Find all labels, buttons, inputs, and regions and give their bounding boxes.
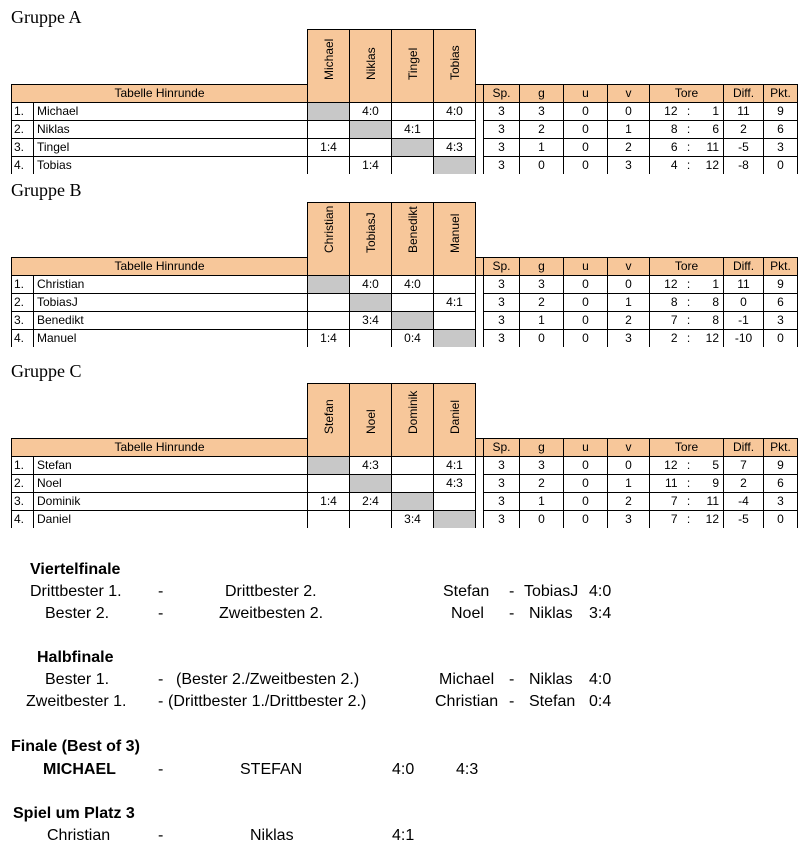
won-cell: 0 (520, 329, 564, 347)
finale-score1: 4:0 (392, 761, 415, 778)
stat-header: g (520, 438, 564, 456)
goals-sep: : (680, 138, 698, 156)
diff-cell: 2 (724, 474, 764, 492)
player-col-label: Michael (321, 38, 336, 80)
goals-for-cell: 8 (650, 293, 680, 311)
player-name: Daniel (34, 510, 308, 528)
result-cell: 4:0 (392, 275, 434, 293)
halbfinale-title: Halbfinale (37, 649, 114, 666)
group-a-table (11, 29, 798, 174)
finale-title: Finale (Best of 3) (11, 738, 140, 755)
player-col-label: Dominik (405, 390, 420, 434)
draw-cell: 0 (564, 311, 608, 329)
player-name: Benedikt (34, 311, 308, 329)
player-col-header (308, 384, 350, 439)
points-cell: 9 (764, 275, 798, 293)
result-cell (308, 102, 350, 120)
played-cell: 3 (484, 311, 520, 329)
rank-cell: 2. (12, 293, 34, 311)
draw-cell: 0 (564, 456, 608, 474)
hf1-dash: - (158, 671, 164, 688)
goals-sep: : (680, 120, 698, 138)
player-col-header (392, 203, 434, 258)
player-name: Michael (34, 102, 308, 120)
stat-header: u (564, 438, 608, 456)
goals-for-cell: 8 (650, 120, 680, 138)
result-cell: 4:0 (434, 102, 476, 120)
lost-cell: 0 (608, 102, 650, 120)
group-b-title: Gruppe B (11, 180, 82, 200)
result-cell (308, 293, 350, 311)
result-cell (308, 510, 350, 528)
result-cell (308, 456, 350, 474)
stat-header: v (608, 257, 650, 275)
goals-against-cell: 9 (698, 474, 724, 492)
diff-cell: -1 (724, 311, 764, 329)
vf1-right: Drittbester 2. (225, 583, 317, 600)
player-name: Tingel (34, 138, 308, 156)
rank-cell: 2. (12, 120, 34, 138)
goals-sep: : (680, 275, 698, 293)
draw-cell: 0 (564, 492, 608, 510)
hf1-p1: Michael (439, 671, 495, 688)
vf1-score: 4:0 (589, 583, 612, 600)
finale-score2: 4:3 (456, 761, 479, 778)
result-cell: 3:4 (392, 510, 434, 528)
lost-cell: 0 (608, 275, 650, 293)
finale-dash: - (158, 761, 164, 778)
won-cell: 0 (520, 156, 564, 174)
stat-header: v (608, 84, 650, 102)
result-cell (308, 156, 350, 174)
vf2-left: Bester 2. (45, 605, 110, 622)
player-col-header (434, 30, 476, 85)
played-cell: 3 (484, 329, 520, 347)
goals-against-cell: 12 (698, 510, 724, 528)
result-cell (308, 311, 350, 329)
platz3-title: Spiel um Platz 3 (13, 805, 135, 822)
hf1-left: Bester 1. (45, 671, 110, 688)
won-cell: 2 (520, 120, 564, 138)
goals-for-cell: 7 (670, 511, 678, 526)
result-cell (434, 156, 476, 174)
lost-cell: 1 (608, 120, 650, 138)
goals-for-cell: 7 (650, 492, 680, 510)
platz3-p1: Christian (47, 827, 111, 844)
won-cell: 1 (520, 311, 564, 329)
player-name: TobiasJ (34, 293, 308, 311)
finale-p1: MICHAEL (43, 761, 116, 778)
stat-header: Tore (650, 257, 724, 275)
player-name: Dominik (34, 492, 308, 510)
player-col-label: Manuel (447, 213, 462, 253)
hf2-dash2: - (509, 693, 515, 710)
played-cell: 3 (484, 293, 520, 311)
goals-sep: : (686, 511, 691, 526)
points-cell: 3 (764, 311, 798, 329)
result-cell (308, 275, 350, 293)
player-col-label: Tingel (405, 47, 420, 80)
diff-cell: 0 (724, 293, 764, 311)
table-row (12, 510, 798, 528)
goals-against-cell: 11 (698, 492, 724, 510)
hf1-dash2: - (509, 671, 515, 688)
stat-header: Diff. (724, 438, 764, 456)
result-cell: 4:3 (350, 456, 392, 474)
rank-cell: 4. (12, 329, 34, 347)
draw-cell: 0 (564, 329, 608, 347)
player-col-header (392, 384, 434, 439)
played-cell: 3 (484, 474, 520, 492)
stat-header: Diff. (724, 84, 764, 102)
goals-sep: : (680, 311, 698, 329)
hf2-score: 0:4 (589, 693, 612, 710)
vf1-dash: - (158, 583, 164, 600)
vf2-dash2: - (509, 605, 515, 622)
points-cell: 3 (764, 138, 798, 156)
hf2-left: Zweitbester 1. (26, 693, 127, 710)
lost-cell: 1 (608, 474, 650, 492)
draw-cell: 0 (564, 156, 608, 174)
player-name: Noel (34, 474, 308, 492)
group-c-table (11, 383, 798, 528)
rank-cell: 2. (12, 474, 34, 492)
player-col-label: Daniel (447, 399, 462, 434)
player-col-header (308, 30, 350, 85)
diff-cell: -4 (724, 492, 764, 510)
player-name: Tobias (34, 156, 308, 174)
table-label: Tabelle Hinrunde (12, 438, 308, 456)
goals-for-cell: 11 (650, 474, 680, 492)
points-cell: 6 (764, 293, 798, 311)
result-cell: 4:1 (434, 293, 476, 311)
diff-cell: -8 (724, 156, 764, 174)
goals-for-cell: 12 (650, 275, 680, 293)
played-cell: 3 (484, 492, 520, 510)
diff-cell: -5 (724, 510, 764, 528)
table-row (12, 102, 798, 120)
goals-for-cell: 2 (670, 330, 678, 345)
rank-cell: 4. (12, 156, 34, 174)
rank-cell: 4. (12, 510, 34, 528)
stat-header: Tore (650, 438, 724, 456)
table-row (12, 120, 798, 138)
player-col-label: Stefan (321, 399, 336, 434)
hf2-right: (Drittbester 1./Drittbester 2.) (168, 693, 367, 710)
played-cell: 3 (484, 102, 520, 120)
goals-against-cell: 6 (698, 120, 724, 138)
table-row (12, 275, 798, 293)
vf2-dash: - (158, 605, 164, 622)
lost-cell: 2 (608, 311, 650, 329)
diff-cell: -10 (724, 329, 764, 347)
goals-sep: : (686, 330, 691, 345)
result-cell: 0:4 (392, 329, 434, 347)
played-cell: 3 (484, 120, 520, 138)
result-cell (392, 492, 434, 510)
result-cell (434, 492, 476, 510)
player-name: Niklas (34, 120, 308, 138)
result-cell (434, 510, 476, 528)
table-row (12, 456, 798, 474)
diff-cell: -5 (724, 138, 764, 156)
draw-cell: 0 (564, 120, 608, 138)
goals-sep: : (680, 492, 698, 510)
rank-cell: 3. (12, 138, 34, 156)
lost-cell: 2 (608, 138, 650, 156)
lost-cell: 3 (608, 329, 650, 347)
stat-header: g (520, 257, 564, 275)
rank-cell: 1. (12, 102, 34, 120)
player-col-header (350, 384, 392, 439)
rank-cell: 3. (12, 492, 34, 510)
won-cell: 3 (520, 456, 564, 474)
hf1-score: 4:0 (589, 671, 612, 688)
goals-against-cell: 11 (698, 138, 724, 156)
lost-cell: 1 (608, 293, 650, 311)
result-cell: 2:4 (350, 492, 392, 510)
goals-against-cell: 8 (698, 311, 724, 329)
vf1-dash2: - (509, 583, 515, 600)
vf1-p2: TobiasJ (524, 583, 579, 600)
goals-sep: : (680, 102, 698, 120)
lost-cell: 3 (608, 510, 650, 528)
won-cell: 3 (520, 275, 564, 293)
result-cell (434, 311, 476, 329)
stat-header: Pkt. (764, 257, 798, 275)
diff-cell: 2 (724, 120, 764, 138)
result-cell (434, 120, 476, 138)
diff-cell: 11 (724, 275, 764, 293)
result-cell: 4:1 (392, 120, 434, 138)
result-cell (392, 311, 434, 329)
result-cell: 1:4 (308, 329, 350, 347)
stat-header: Diff. (724, 257, 764, 275)
player-name: Christian (34, 275, 308, 293)
stat-header: u (564, 257, 608, 275)
vf2-p2: Niklas (529, 605, 573, 622)
result-cell (350, 510, 392, 528)
hf1-p2: Niklas (529, 671, 573, 688)
player-col-label: Noel (363, 409, 378, 434)
played-cell: 3 (484, 510, 520, 528)
result-cell: 4:3 (434, 138, 476, 156)
diff-cell: 11 (724, 102, 764, 120)
played-cell: 3 (484, 275, 520, 293)
goals-for-cell: 12 (650, 456, 680, 474)
result-cell: 1:4 (308, 138, 350, 156)
vf1-p1: Stefan (443, 583, 490, 600)
goals-against-cell: 5 (698, 456, 724, 474)
played-cell: 3 (484, 156, 520, 174)
goals-against-cell: 12 (698, 156, 724, 174)
platz3-score: 4:1 (392, 827, 415, 844)
result-cell (350, 293, 392, 311)
points-cell: 0 (764, 156, 798, 174)
result-cell (434, 275, 476, 293)
table-row (12, 138, 798, 156)
player-name: Manuel (34, 329, 308, 347)
points-cell: 6 (764, 120, 798, 138)
goals-for-cell: 12 (650, 102, 680, 120)
stat-header: g (520, 84, 564, 102)
hf1-right: (Bester 2./Zweitbesten 2.) (176, 671, 360, 688)
goals-against-cell: 1 (698, 275, 724, 293)
group-c-title: Gruppe C (11, 361, 82, 381)
result-cell: 1:4 (308, 492, 350, 510)
result-cell (392, 474, 434, 492)
points-cell: 0 (764, 510, 798, 528)
viertelfinale-title: Viertelfinale (30, 561, 121, 578)
points-cell: 9 (764, 456, 798, 474)
played-cell: 3 (484, 456, 520, 474)
player-col-label: Niklas (363, 47, 378, 80)
hf2-p1: Christian (435, 693, 499, 710)
goals-sep: : (680, 456, 698, 474)
goals-against-cell: 12 (698, 329, 724, 347)
goals-for-cell: 6 (650, 138, 680, 156)
player-col-header (392, 30, 434, 85)
result-cell (308, 120, 350, 138)
hf2-p2: Stefan (529, 693, 576, 710)
group-a-title: Gruppe A (11, 7, 82, 27)
draw-cell: 0 (564, 102, 608, 120)
player-col-header (350, 203, 392, 258)
platz3-dash: - (158, 827, 164, 844)
player-col-label: Benedikt (405, 206, 420, 253)
won-cell: 2 (520, 293, 564, 311)
result-cell (392, 456, 434, 474)
goals-for-cell: 4 (670, 157, 678, 172)
points-cell: 0 (764, 329, 798, 347)
platz3-p2: Niklas (250, 827, 294, 844)
result-cell (308, 474, 350, 492)
points-cell: 3 (764, 492, 798, 510)
vf2-score: 3:4 (589, 605, 612, 622)
result-cell: 4:1 (434, 456, 476, 474)
player-name: Stefan (34, 456, 308, 474)
player-col-label: TobiasJ (363, 212, 378, 253)
group-b-table (11, 202, 798, 347)
result-cell (434, 329, 476, 347)
player-col-label: Christian (321, 205, 336, 253)
stat-header: Pkt. (764, 438, 798, 456)
goals-sep: : (680, 474, 698, 492)
lost-cell: 3 (608, 156, 650, 174)
goals-sep: : (686, 157, 691, 172)
stat-header: Pkt. (764, 84, 798, 102)
won-cell: 0 (520, 510, 564, 528)
table-row (12, 293, 798, 311)
stat-header: v (608, 438, 650, 456)
played-cell: 3 (484, 138, 520, 156)
player-col-label: Tobias (447, 45, 462, 80)
rank-cell: 3. (12, 311, 34, 329)
points-cell: 9 (764, 102, 798, 120)
table-row (12, 329, 798, 347)
vf1-left: Drittbester 1. (30, 583, 122, 600)
table-row (12, 492, 798, 510)
goals-for-cell: 7 (650, 311, 680, 329)
won-cell: 3 (520, 102, 564, 120)
result-cell: 3:4 (350, 311, 392, 329)
stat-header: u (564, 84, 608, 102)
lost-cell: 0 (608, 456, 650, 474)
result-cell: 1:4 (350, 156, 392, 174)
result-cell (392, 293, 434, 311)
stat-header: Sp. (484, 438, 520, 456)
table-row (12, 156, 798, 174)
rank-cell: 1. (12, 456, 34, 474)
stat-header: Tore (650, 84, 724, 102)
table-row (12, 474, 798, 492)
player-col-header (434, 384, 476, 439)
diff-cell: 7 (724, 456, 764, 474)
result-cell (392, 156, 434, 174)
won-cell: 1 (520, 492, 564, 510)
rank-cell: 1. (12, 275, 34, 293)
stat-header: Sp. (484, 257, 520, 275)
draw-cell: 0 (564, 138, 608, 156)
player-col-header (434, 203, 476, 258)
draw-cell: 0 (564, 510, 608, 528)
vf2-p1: Noel (451, 605, 484, 622)
goals-against-cell: 8 (698, 293, 724, 311)
draw-cell: 0 (564, 275, 608, 293)
player-col-header (308, 203, 350, 258)
result-cell (392, 138, 434, 156)
vf2-right: Zweitbesten 2. (219, 605, 324, 622)
finale-p2: STEFAN (240, 761, 303, 778)
goals-sep: : (680, 293, 698, 311)
stat-header: Sp. (484, 84, 520, 102)
player-col-header (350, 30, 392, 85)
result-cell (350, 474, 392, 492)
lost-cell: 2 (608, 492, 650, 510)
result-cell: 4:0 (350, 102, 392, 120)
draw-cell: 0 (564, 293, 608, 311)
points-cell: 6 (764, 474, 798, 492)
result-cell: 4:0 (350, 275, 392, 293)
result-cell (350, 329, 392, 347)
draw-cell: 0 (564, 474, 608, 492)
won-cell: 2 (520, 474, 564, 492)
won-cell: 1 (520, 138, 564, 156)
result-cell (392, 102, 434, 120)
table-label: Tabelle Hinrunde (12, 257, 308, 275)
table-label: Tabelle Hinrunde (12, 84, 308, 102)
table-row (12, 311, 798, 329)
result-cell (350, 138, 392, 156)
hf2-dash: - (158, 693, 164, 710)
result-cell (350, 120, 392, 138)
result-cell: 4:3 (434, 474, 476, 492)
goals-against-cell: 1 (698, 102, 724, 120)
